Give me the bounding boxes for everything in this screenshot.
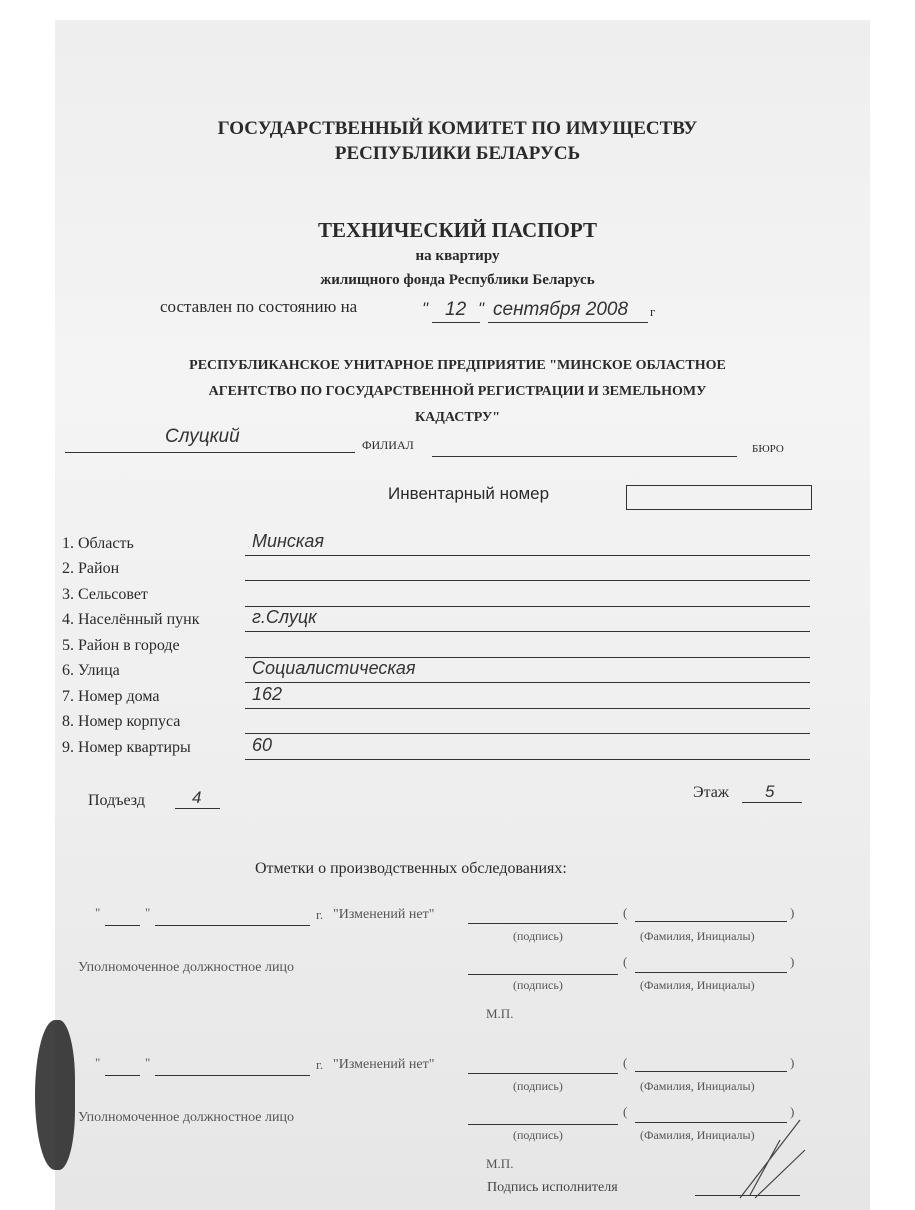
name-caption: (Фамилия, Инициалы) xyxy=(640,929,755,943)
filial-label: ФИЛИАЛ xyxy=(362,438,414,452)
name-caption: (Фамилия, Инициалы) xyxy=(640,1128,755,1142)
quote: " xyxy=(95,1055,101,1070)
floor-label: Этаж xyxy=(693,784,729,801)
date-month-year: сентября 2008 xyxy=(493,299,629,320)
header-line1: ГОСУДАРСТВЕННЫЙ КОМИТЕТ ПО ИМУЩЕСТВУ xyxy=(217,118,698,139)
signature-caption: (подпись) xyxy=(513,1079,563,1093)
inventory-label: Инвентарный номер xyxy=(388,484,550,503)
official-label: Уполномоченное должностное лицо xyxy=(78,1110,294,1125)
year-suffix: г xyxy=(650,304,656,319)
year-suffix: г. xyxy=(316,1057,324,1072)
official-label: Уполномоченное должностное лицо xyxy=(78,960,294,975)
paren: ( xyxy=(623,954,628,969)
signature-caption: (подпись) xyxy=(513,929,563,943)
field-underline xyxy=(245,682,810,683)
signature-line[interactable] xyxy=(468,923,618,924)
name-line[interactable] xyxy=(635,921,787,922)
quote: " xyxy=(145,1055,151,1070)
title-sub1: на квартиру xyxy=(415,248,500,264)
paren: ) xyxy=(790,905,795,920)
quote: " xyxy=(145,905,151,920)
scan-shadow xyxy=(35,1020,75,1170)
executor-label: Подпись исполнителя xyxy=(487,1180,618,1195)
field-label: 5. Район в городе xyxy=(62,637,180,654)
quote: " xyxy=(95,905,101,920)
no-changes-label: "Изменений нет" xyxy=(333,907,435,922)
year-suffix: г. xyxy=(316,907,324,922)
field-label: 8. Номер корпуса xyxy=(62,713,181,730)
no-changes-label: "Изменений нет" xyxy=(333,1057,435,1072)
field-underline xyxy=(245,606,810,607)
name-line[interactable] xyxy=(635,1071,787,1072)
stamp-label: М.П. xyxy=(486,1006,514,1021)
day-input[interactable] xyxy=(105,1075,140,1076)
name-caption: (Фамилия, Инициалы) xyxy=(640,978,755,992)
signature-caption: (подпись) xyxy=(513,978,563,992)
name-caption: (Фамилия, Инициалы) xyxy=(640,1079,755,1093)
field-label: 1. Область xyxy=(62,535,134,552)
floor-value: 5 xyxy=(765,782,775,801)
name-line[interactable] xyxy=(635,972,787,973)
paren: ) xyxy=(790,954,795,969)
field-underline xyxy=(245,631,810,632)
branch-value: Слуцкий xyxy=(165,426,240,447)
agency-line1: РЕСПУБЛИКАНСКОЕ УНИТАРНОЕ ПРЕДПРИЯТИЕ "МИНСКОЕ ОБЛАСТНОЕ xyxy=(189,358,726,373)
quote: " xyxy=(478,299,485,318)
signature-scribble xyxy=(720,1110,810,1200)
month-input[interactable] xyxy=(155,1075,310,1076)
entrance-label: Подъезд xyxy=(88,792,145,809)
document-title: ТЕХНИЧЕСКИЙ ПАСПОРТ xyxy=(318,218,597,242)
paren: ( xyxy=(623,905,628,920)
field-value: Минская xyxy=(252,531,325,551)
date-day: 12 xyxy=(445,299,467,320)
field-label: 9. Номер квартиры xyxy=(62,739,191,756)
field-label: 2. Район xyxy=(62,560,120,577)
day-input[interactable] xyxy=(105,925,140,926)
signature-line[interactable] xyxy=(468,1124,618,1125)
signature-caption: (подпись) xyxy=(513,1128,563,1142)
paren: ( xyxy=(623,1104,628,1119)
paren: ( xyxy=(623,1055,628,1070)
field-underline xyxy=(245,733,810,734)
field-underline xyxy=(245,708,810,709)
state-label: составлен по состоянию на xyxy=(160,297,358,316)
signature-line[interactable] xyxy=(468,1073,618,1074)
stamp-label: М.П. xyxy=(486,1156,514,1171)
title-sub2: жилищного фонда Республики Беларусь xyxy=(320,272,595,288)
month-input[interactable] xyxy=(155,925,310,926)
field-underline xyxy=(245,580,810,581)
field-label: 4. Населённый пунк xyxy=(62,611,200,628)
field-underline xyxy=(245,555,810,556)
bureau-label: БЮРО xyxy=(752,443,784,455)
field-label: 6. Улица xyxy=(62,662,120,679)
quote: " xyxy=(422,299,429,318)
field-value: 60 xyxy=(252,735,273,755)
signature-line[interactable] xyxy=(468,974,618,975)
agency-line3: КАДАСТРУ" xyxy=(414,410,500,425)
paren: ) xyxy=(790,1104,795,1119)
field-underline xyxy=(245,759,810,760)
field-value: Социалистическая xyxy=(252,658,416,678)
inventory-box xyxy=(626,485,812,510)
paren: ) xyxy=(790,1055,795,1070)
agency-line2: АГЕНТСТВО ПО ГОСУДАРСТВЕННОЙ РЕГИСТРАЦИИ И ЗЕМЕЛЬНОМУ xyxy=(208,384,707,399)
field-value: 162 xyxy=(252,684,283,704)
field-label: 3. Сельсовет xyxy=(62,586,148,603)
field-value: г.Слуцк xyxy=(252,607,317,627)
entrance-value: 4 xyxy=(192,788,202,807)
field-label: 7. Номер дома xyxy=(62,688,160,705)
inspections-heading: Отметки о производственных обследованиях: xyxy=(255,860,567,877)
header-line2: РЕСПУБЛИКИ БЕЛАРУСЬ xyxy=(334,143,581,164)
